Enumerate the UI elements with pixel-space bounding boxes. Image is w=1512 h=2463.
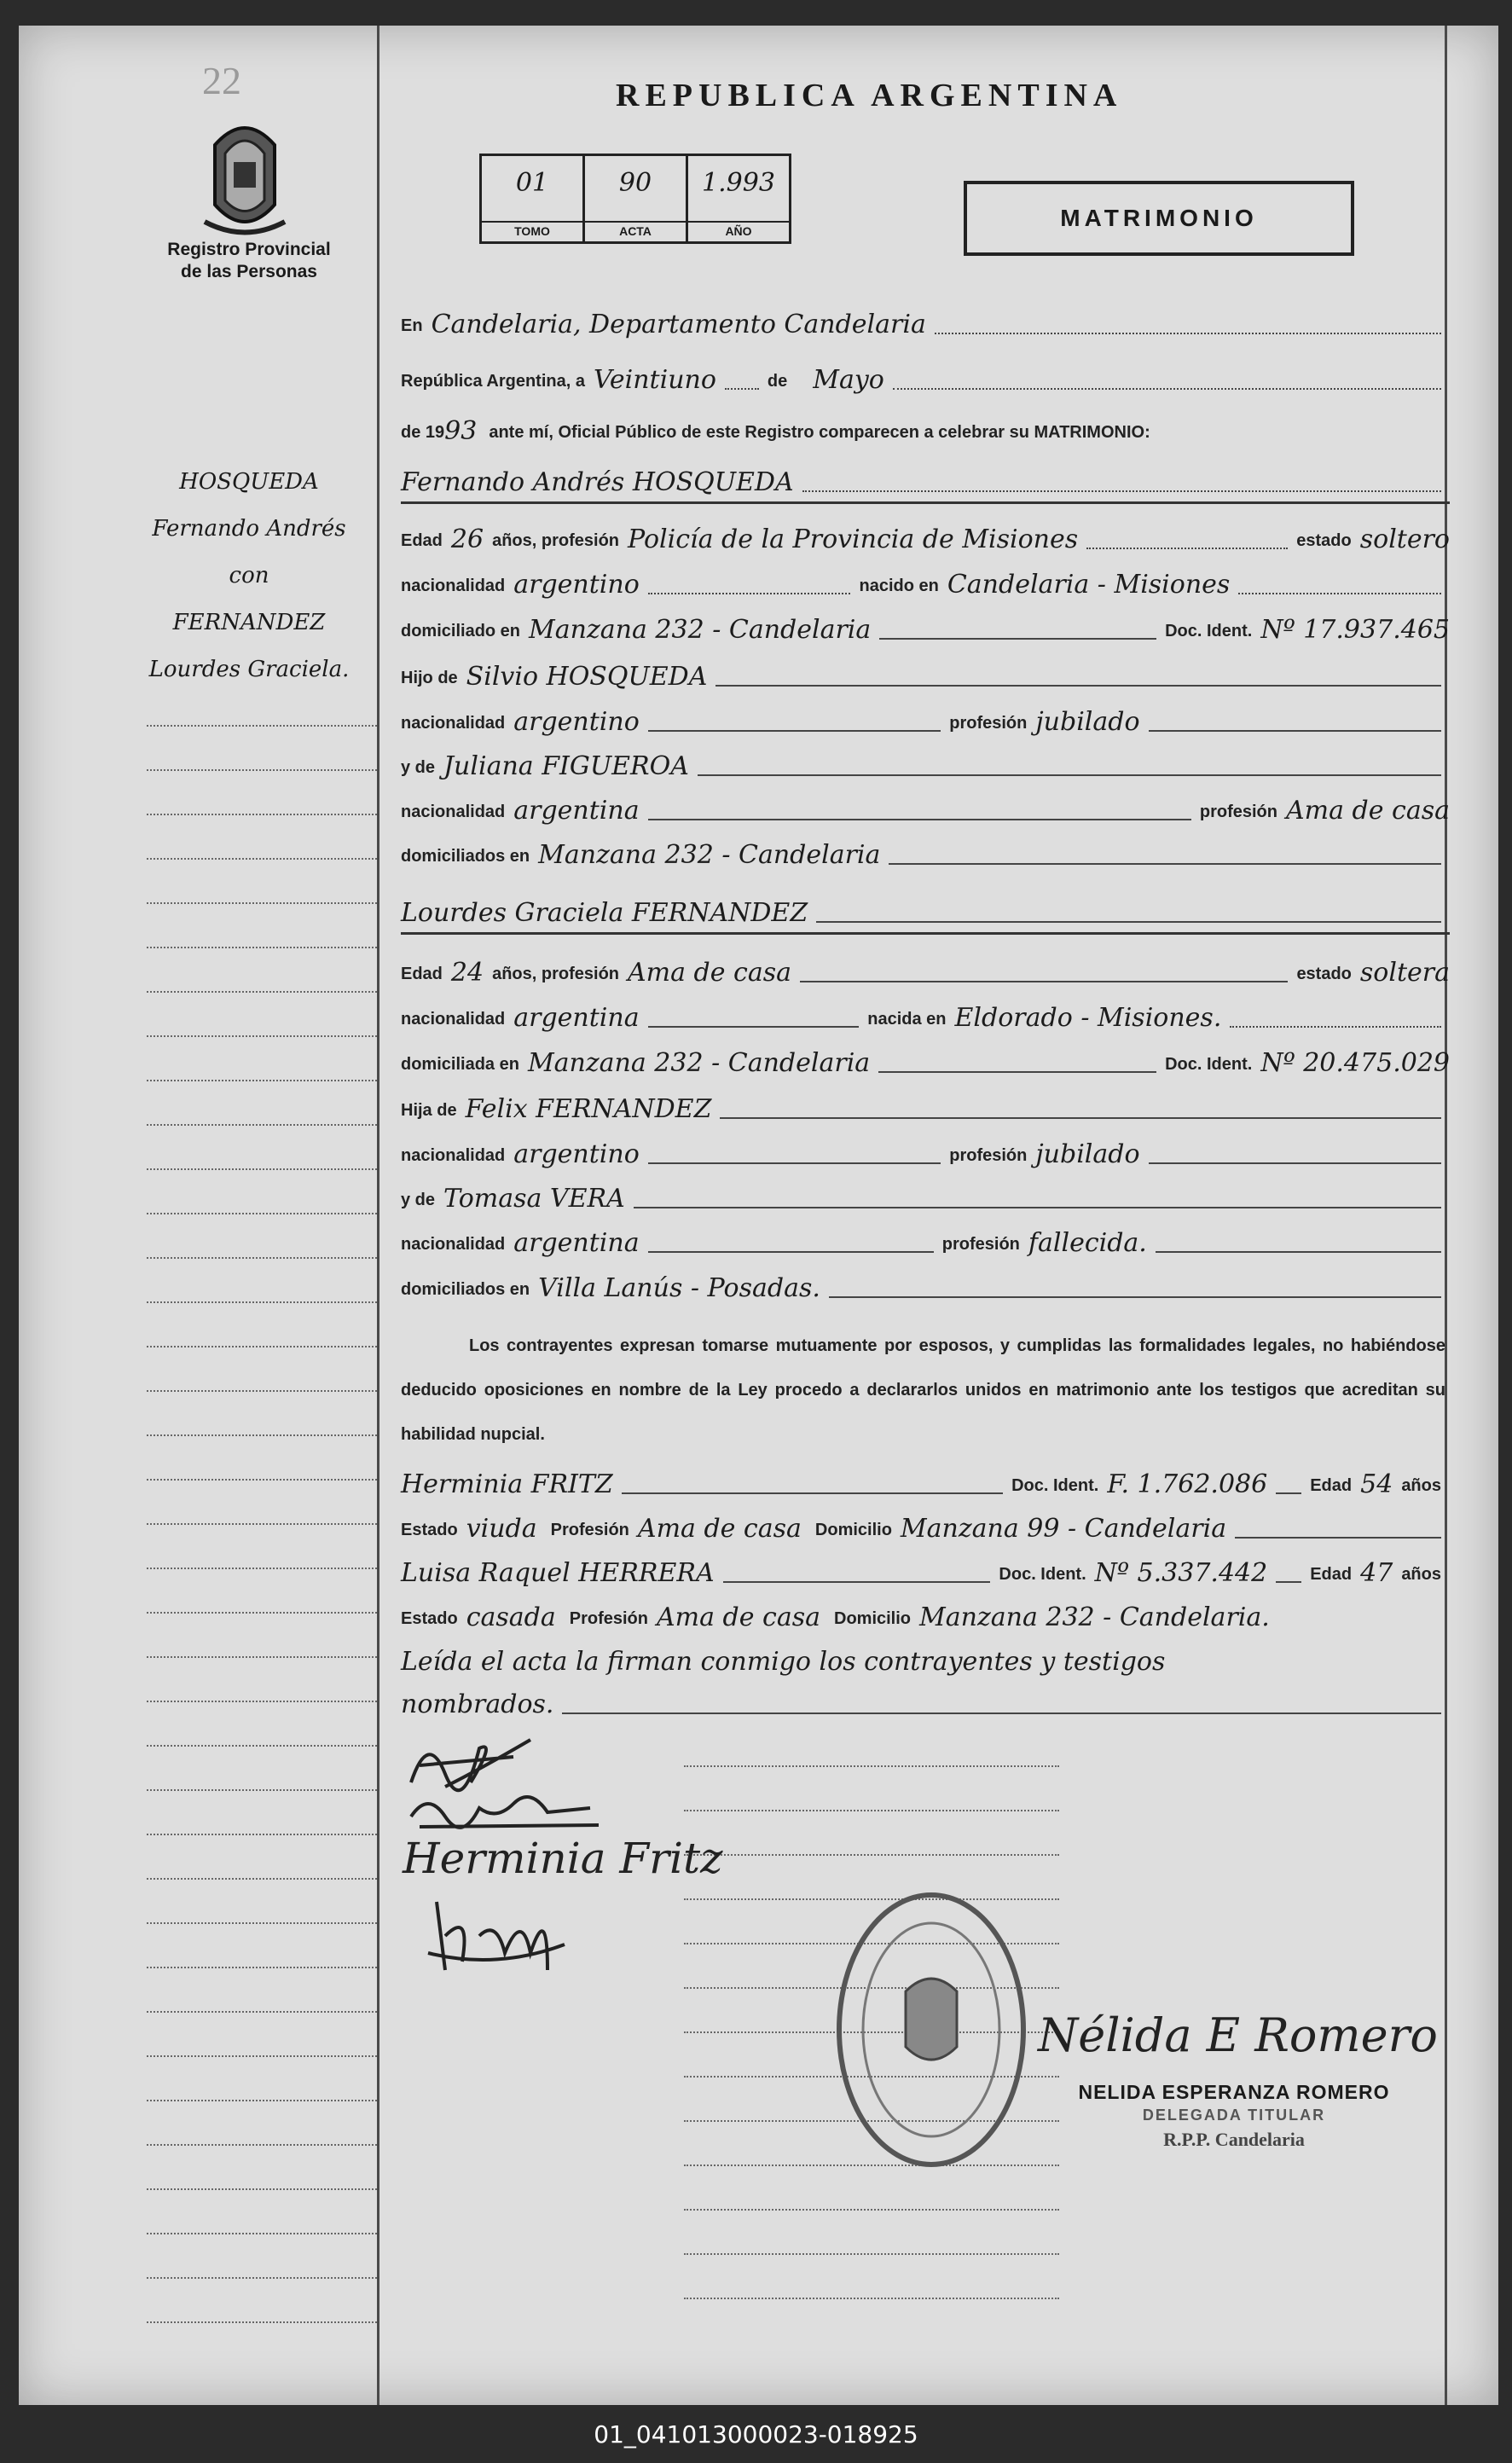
mes-value: Mayo — [813, 365, 884, 395]
contrayente1-madre-row — [401, 740, 1450, 783]
dotted-fill — [648, 593, 851, 594]
dotted-fill — [725, 388, 759, 390]
solid-fill — [800, 981, 1288, 982]
profesion-label: Profesión — [550, 1521, 629, 1539]
domiciliados-label: domiciliados en — [401, 847, 530, 866]
profesion-value: Ama de casa — [657, 1602, 820, 1632]
nacionalidad-label: nacionalidad — [401, 803, 506, 821]
acta-label: ACTA — [585, 221, 686, 238]
body-ruled-line — [684, 2209, 1059, 2211]
domiciliados-value: Villa Lanús - Posadas. — [538, 1273, 820, 1303]
domicilio-label: Domicilio — [814, 1521, 892, 1539]
tomo-label: TOMO — [482, 221, 582, 238]
testigo1-nombre: Herminia FRITZ — [401, 1469, 613, 1499]
estado-label: Estado — [401, 1521, 458, 1539]
nacida-label: nacida en — [867, 1010, 947, 1029]
domicilio-label: Domicilio — [834, 1609, 912, 1628]
contrayente2-padres-dom-row — [401, 1262, 1450, 1305]
margin-ruled-line — [147, 1922, 377, 1924]
margin-ruled-line — [147, 1124, 377, 1126]
solid-fill — [829, 1296, 1441, 1298]
page-number: 22 — [202, 59, 241, 102]
profesion-label: profesión — [949, 714, 1028, 733]
solid-fill — [648, 819, 1191, 820]
nacionalidad-value: argentina — [513, 1228, 640, 1258]
doc-value: F. 1.762.086 — [1107, 1469, 1268, 1499]
dotted-fill — [802, 490, 1441, 492]
edad-label: Edad — [1310, 1476, 1353, 1495]
testigo1-nombre-row — [401, 1458, 1450, 1501]
y-de-label: y de — [401, 1191, 436, 1209]
profesion-label: años, profesión — [492, 531, 619, 550]
margin-ruled-line — [147, 1701, 377, 1702]
contrayente2-madre-nac-row — [401, 1217, 1450, 1260]
doc-value: Nº 20.475.029 — [1260, 1048, 1450, 1078]
doc-value: Nº 17.937.465 — [1260, 615, 1450, 645]
solid-fill — [1276, 1492, 1301, 1494]
en-label: En — [401, 316, 423, 335]
margin-ruled-line — [147, 947, 377, 948]
solid-fill — [648, 730, 941, 732]
contrayente1-nombre: Fernando Andrés HOSQUEDA — [401, 467, 794, 497]
solid-fill — [634, 1207, 1441, 1208]
estado-label: Estado — [401, 1609, 458, 1628]
nacionalidad-value: argentino — [513, 707, 640, 737]
anios-label: años — [1401, 1565, 1441, 1584]
profesion-value: jubilado — [1035, 707, 1140, 737]
anio-value: 1.993 — [702, 168, 775, 198]
profesion-value: Policía de la Provincia de Misiones — [628, 524, 1079, 554]
register-page — [19, 26, 1498, 2405]
margin-ruled-line — [147, 814, 377, 815]
registro-provincial-label: Registro Provincial de las Personas — [167, 240, 331, 281]
section-separator — [401, 932, 1450, 935]
body-ruled-line — [684, 1765, 1059, 1767]
contrayente1-dom-row — [401, 604, 1450, 646]
intro-anio-row — [401, 405, 1450, 448]
margin-note-line1: HOSQUEDA — [179, 469, 319, 495]
body-ruled-line — [684, 2253, 1059, 2255]
solid-fill — [715, 685, 1441, 687]
doc-value: Nº 5.337.442 — [1094, 1558, 1268, 1588]
contrayente2-nac-row — [401, 992, 1450, 1034]
margin-ruled-line — [147, 725, 377, 727]
padre-value: Felix FERNANDEZ — [465, 1094, 712, 1124]
margin-ruled-line — [147, 1035, 377, 1037]
solid-fill — [879, 638, 1156, 640]
testigo-firma: Herminia Fritz — [403, 1834, 723, 1883]
solid-fill — [698, 774, 1441, 776]
margin-ruled-line — [147, 1390, 377, 1392]
nacionalidad-label: nacionalidad — [401, 1146, 506, 1165]
nacionalidad-label: nacionalidad — [401, 1010, 506, 1029]
body-ruled-line — [684, 1810, 1059, 1811]
anio-cell — [688, 156, 789, 241]
solid-fill — [816, 921, 1441, 923]
dotted-fill — [935, 333, 1441, 334]
testigo2-nombre: Luisa Raquel HERRERA — [401, 1558, 715, 1588]
margin-ruled-line — [147, 1834, 377, 1835]
contrayente2-nombre: Lourdes Graciela FERNANDEZ — [401, 898, 808, 928]
estado-value: soltero — [1359, 524, 1450, 554]
file-identifier: 01_041013000023-018925 — [594, 2420, 918, 2449]
contrayente2-padre-nac-row — [401, 1128, 1450, 1171]
margin-note-line3: con — [229, 563, 269, 588]
cierre-text-1: Leída el acta la firman conmigo los contrayentes y testigos — [401, 1647, 1166, 1677]
margin-ruled-line — [147, 1257, 377, 1259]
profesion-value: Ama de casa — [1286, 796, 1450, 826]
nacionalidad-label: nacionalidad — [401, 577, 506, 595]
dotted-fill — [1086, 548, 1288, 549]
margin-ruled-line — [147, 1656, 377, 1658]
estado-label: estado — [1296, 531, 1352, 550]
domicilio-value: Manzana 232 - Candelaria — [527, 1048, 871, 1078]
solid-fill — [1149, 730, 1441, 732]
anio-label: AÑO — [688, 221, 789, 238]
oficial-rpp: R.P.P. Candelaria — [1163, 2129, 1305, 2150]
tomo-value: 01 — [515, 168, 549, 198]
body-ruled-line — [684, 2298, 1059, 2299]
profesion-label: profesión — [941, 1235, 1020, 1254]
edad-label: Edad — [401, 965, 443, 983]
margin-ruled-line — [147, 2100, 377, 2101]
estado-value: casada — [466, 1602, 556, 1632]
profesion-value: fallecida. — [1028, 1228, 1147, 1258]
testigo1-estado-row — [401, 1503, 1450, 1545]
margin-ruled-line — [147, 1168, 377, 1170]
solid-fill — [1149, 1162, 1441, 1164]
margin-ruled-line — [147, 1878, 377, 1880]
dia-value: Veintiuno — [593, 365, 716, 395]
tomo-acta-anio-box — [479, 154, 791, 244]
margin-ruled-line — [147, 2144, 377, 2146]
margin-ruled-line — [147, 902, 377, 904]
solid-fill — [1235, 1537, 1441, 1539]
nacionalidad-value: argentino — [513, 1139, 640, 1169]
intro-lugar-row — [401, 298, 1450, 341]
profesion-value: Ama de casa — [637, 1514, 802, 1544]
margin-ruled-line — [147, 1080, 377, 1081]
margin-ruled-line — [147, 1745, 377, 1747]
nacionalidad-value: argentina — [513, 1003, 640, 1033]
margin-ruled-line — [147, 2055, 377, 2057]
margin-ruled-line — [147, 1967, 377, 1968]
de-label: de — [767, 372, 788, 391]
hijo-label: Hijo de — [401, 669, 458, 687]
testigo2-estado-row — [401, 1591, 1450, 1634]
madre-value: Juliana FIGUEROA — [443, 751, 689, 781]
domicilio-value: Manzana 232 - Candelaria — [529, 615, 872, 645]
acta-value: 90 — [618, 168, 652, 198]
de-19-label: de 19 — [401, 423, 445, 442]
margin-ruled-line — [147, 2277, 377, 2279]
contrayente1-padre-row — [401, 651, 1450, 693]
domicilio-label: domiciliada en — [401, 1055, 519, 1074]
y-de-label: y de — [401, 758, 436, 777]
margin-note-line5: Lourdes Graciela. — [148, 657, 350, 682]
testigo2-nombre-row — [401, 1547, 1450, 1590]
contrayente2-nombre-row — [401, 887, 1450, 930]
dotted-fill — [1238, 593, 1441, 594]
oficial-cargo: DELEGADA TITULAR — [1142, 2107, 1326, 2124]
estado-label: estado — [1296, 965, 1352, 983]
doc-label: Doc. Ident. — [1011, 1476, 1099, 1495]
madre-value: Tomasa VERA — [443, 1184, 625, 1214]
section-separator — [401, 501, 1450, 504]
margin-note-line2: Fernando Andrés — [152, 516, 346, 542]
republica-title: REPUBLICA ARGENTINA — [616, 78, 1123, 113]
doc-label: Doc. Ident. — [1165, 1055, 1253, 1074]
margin-ruled-line — [147, 1479, 377, 1481]
margin-ruled-line — [147, 2321, 377, 2323]
profesion-label: Profesión — [569, 1609, 648, 1628]
margin-ruled-line — [147, 2233, 377, 2234]
edad-value: 24 — [450, 958, 484, 988]
margin-ruled-line — [147, 1301, 377, 1303]
solid-fill — [562, 1713, 1441, 1714]
dotted-fill — [893, 388, 1441, 390]
margin-ruled-line — [147, 1523, 377, 1525]
edad-value: 47 — [1360, 1558, 1393, 1588]
margin-rule — [377, 26, 379, 2405]
solid-fill — [889, 863, 1441, 865]
estado-value: soltera — [1359, 958, 1450, 988]
margin-ruled-line — [147, 1346, 377, 1347]
margin-ruled-line — [147, 1213, 377, 1214]
lugar-value: Candelaria, Departamento Candelaria — [431, 310, 926, 339]
solid-fill — [622, 1492, 1003, 1494]
cierre-row-2 — [401, 1678, 1450, 1721]
profesion-label: profesión — [949, 1146, 1028, 1165]
margin-ruled-line — [147, 2188, 377, 2190]
edad-value: 26 — [450, 524, 484, 554]
domicilio-label: domiciliado en — [401, 622, 521, 640]
solid-fill — [648, 1162, 941, 1164]
signature-scribble-3-icon — [411, 1885, 582, 1979]
official-seal-icon — [833, 1889, 1029, 2170]
domicilio-value: Manzana 232 - Candelaria. — [919, 1602, 1270, 1632]
dotted-fill — [1230, 1026, 1441, 1028]
nacido-label: nacido en — [859, 577, 939, 595]
profesion-value: Ama de casa — [628, 958, 791, 988]
declaracion-text: Los contrayentes expresan tomarse mutuamente por esposos, y cumplidas las formalidades legales, no habiéndose deducido oposiciones en nombre de la Ley procedo a declararlos unidos en matrimonio ante los testigos que acreditan su habilidad nupcial. — [401, 1336, 1445, 1444]
domiciliados-label: domiciliados en — [401, 1280, 530, 1299]
solid-fill — [720, 1117, 1441, 1119]
margin-ruled-line — [147, 1568, 377, 1569]
domicilio-value: Manzana 99 - Candelaria — [900, 1514, 1227, 1544]
contrayente2-madre-row — [401, 1173, 1450, 1215]
signature-scribble-2-icon — [403, 1782, 607, 1834]
margin-ruled-line — [147, 2011, 377, 2013]
republica-label: República Argentina, a — [401, 372, 585, 391]
edad-label: Edad — [401, 531, 443, 550]
contrayente1-nac-row — [401, 559, 1450, 601]
cierre-text-2: nombrados. — [401, 1689, 554, 1719]
solid-fill — [1276, 1581, 1301, 1583]
oficial-nombre: NELIDA ESPERANZA ROMERO — [1078, 2081, 1390, 2103]
domiciliados-value: Manzana 232 - Candelaria — [538, 840, 881, 870]
contrayente1-nombre-row — [401, 456, 1450, 499]
contrayente1-padre-nac-row — [401, 696, 1450, 739]
doc-label: Doc. Ident. — [1165, 622, 1253, 640]
oficial-firma: Nélida E Romero — [1038, 2008, 1438, 2062]
margin-ruled-line — [147, 1612, 377, 1614]
contrayente1-madre-nac-row — [401, 785, 1450, 827]
nacionalidad-value: argentino — [513, 570, 640, 600]
nacionalidad-value: argentina — [513, 796, 640, 826]
profesion-value: jubilado — [1035, 1139, 1140, 1169]
body-ruled-line — [684, 1854, 1059, 1856]
margin-ruled-line — [147, 858, 377, 860]
solid-fill — [648, 1026, 860, 1028]
ante-text: ante mí, Oficial Público de este Registro comparecen a celebrar su MATRIMONIO: — [489, 423, 1150, 442]
profesion-label: profesión — [1199, 803, 1277, 821]
margin-ruled-line — [147, 1789, 377, 1791]
anios-label: años — [1401, 1476, 1441, 1495]
padre-value: Silvio HOSQUEDA — [466, 662, 708, 692]
doc-label: Doc. Ident. — [999, 1565, 1086, 1584]
acta-cell — [585, 156, 688, 241]
edad-label: Edad — [1310, 1565, 1353, 1584]
nacionalidad-label: nacionalidad — [401, 714, 506, 733]
coat-of-arms-icon — [198, 111, 292, 239]
estado-value: viuda — [466, 1514, 537, 1544]
contrayente2-padre-row — [401, 1083, 1450, 1126]
margin-ruled-line — [147, 1434, 377, 1436]
tomo-cell — [482, 156, 585, 241]
hija-label: Hija de — [401, 1101, 457, 1120]
margin-note-line4: FERNANDEZ — [172, 610, 326, 635]
contrayente1-padres-dom-row — [401, 829, 1450, 872]
edad-value: 54 — [1360, 1469, 1393, 1499]
solid-fill — [648, 1251, 934, 1253]
solid-fill — [878, 1071, 1156, 1073]
contrayente1-edad-row — [401, 513, 1450, 556]
margin-ruled-line — [147, 991, 377, 993]
margin-ruled-line — [147, 769, 377, 771]
cierre-row-1 — [401, 1636, 1450, 1678]
solid-fill — [723, 1581, 991, 1583]
nacionalidad-label: nacionalidad — [401, 1235, 506, 1254]
contrayente2-dom-row — [401, 1037, 1450, 1080]
profesion-label: años, profesión — [492, 965, 619, 983]
solid-fill — [1156, 1251, 1441, 1253]
intro-fecha-row — [401, 354, 1450, 397]
nacida-value: Eldorado - Misiones. — [954, 1003, 1222, 1033]
contrayente2-edad-row — [401, 947, 1450, 989]
matrimonio-box: MATRIMONIO — [964, 181, 1354, 256]
nacido-value: Candelaria - Misiones — [947, 570, 1231, 600]
anio-intro-value: 93 — [444, 416, 478, 446]
